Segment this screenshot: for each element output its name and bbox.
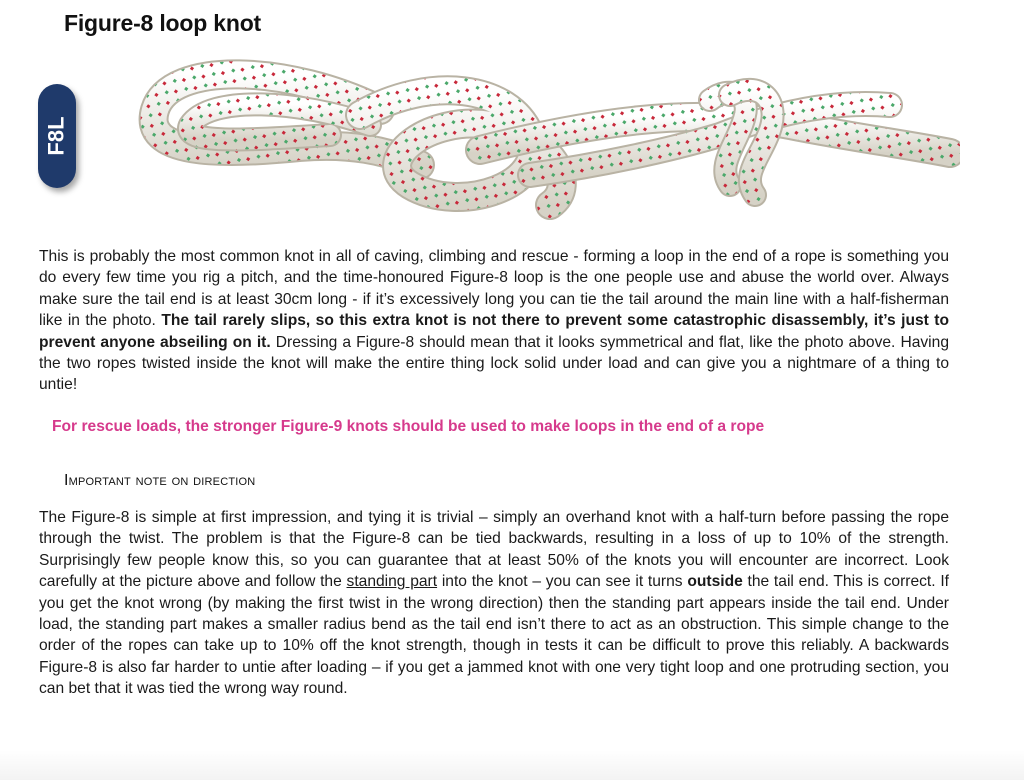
figure-8-loop-knot-photo <box>130 55 960 225</box>
section-heading: Important note on direction <box>64 472 256 489</box>
standing-part-term: standing part <box>346 573 438 591</box>
page-title: Figure-8 loop knot <box>64 10 261 36</box>
section-tab <box>38 84 76 188</box>
direction-paragraph <box>39 507 949 700</box>
intro-text-c: Dressing a Figure-8 should mean that it looks symmetrical and flat, like the photo above. Having the two ropes twisted inside the knot will make the entire thing lock solid under load and can give you a nightmare of a thing to untie! <box>39 333 949 394</box>
direction-text-a: The Figure-8 is simple at first impression, and tying it is trivial – simply an overhand knot with a half-turn before passing the rope through the twist. The problem is that the Figure-8 can be tied backwards, resulting in a loss of up to 10% of the strength. Surprisingly few people know this, so you can guarantee that at least 50% of the knots you will encounter are incorrect. Look carefully at the picture above and follow the <box>39 509 949 591</box>
intro-text-bold: The tail rarely slips, so this extra knot is not there to prevent some catastrophic disassembly, it’s just to prevent anyone abseiling on it. <box>39 312 949 351</box>
page-bottom-edge <box>0 750 1024 780</box>
section-tab-label: F8L <box>44 116 69 156</box>
outside-term: outside <box>687 573 743 591</box>
direction-text-e: the tail end. This is correct. If you get the knot wrong (by making the first twist in the wrong direction) then the standing part appears inside the tail end. Under load, the standing part makes a smaller radius bend as the tail end isn’t there to act as an obstruction. This simple change to the order of the ropes can take up to 10% off the knot strength, though in tests it can be difficult to prove this reliably. A backwards Figure-8 is also far harder to untie after loading – if you get a jammed knot with one very tight loop and one protruding section, you can bet that it was tied the wrong way round. <box>39 573 949 698</box>
rescue-callout: For rescue loads, the stronger Figure-9 knots should be used to make loops in the end of a rope <box>52 418 765 435</box>
intro-text-a: This is probably the most common knot in all of caving, climbing and rescue - forming a loop in the end of a rope is something you do every few time you rig a pitch, and the time-honoured Figure-8 loop is the one people use and abuse the world over. Always make sure the tail end is at least 30cm long - if it’s excessively long you can tie the tail around the main line with a half-fisherman like in the photo. <box>39 248 949 330</box>
intro-paragraph <box>39 246 949 396</box>
direction-text-c: into the knot – you can see it turns <box>437 573 688 591</box>
